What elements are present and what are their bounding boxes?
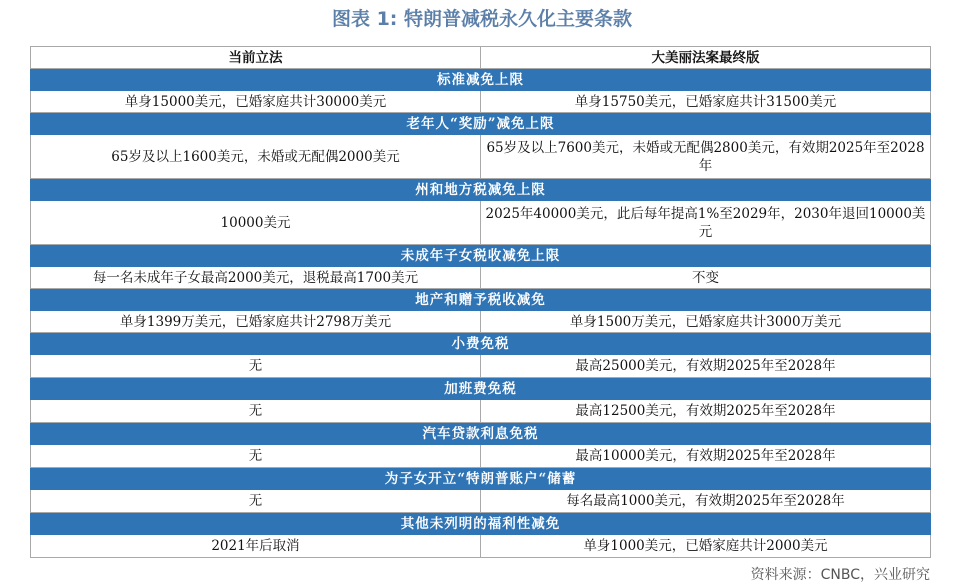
section-header-row [31,245,931,267]
current-law-cell: 无 [31,355,481,378]
source-note: 资料来源：CNBC，兴业研究 [750,567,930,583]
section-heading-salt-cap: 州和地方税减免上限 [31,179,931,201]
current-law-cell: 单身1399万美元，已婚家庭共计2798万美元 [31,311,481,333]
section-heading-tips-exemption: 小费免税 [31,333,931,355]
section-header-row [31,468,931,490]
final-bill-cell: 单身1500万美元，已婚家庭共计3000万美元 [481,311,931,333]
section-heading-other-deductions: 其他未列明的福利性减免 [31,513,931,535]
section-header-row [31,513,931,535]
final-bill-cell: 65岁及以上7600美元，未婚或无配偶2800美元，有效期2025年至2028年 [481,135,931,179]
current-law-cell: 每一名未成年子女最高2000美元，退税最高1700美元 [31,267,481,289]
current-law-cell: 无 [31,445,481,468]
final-bill-cell: 最高25000美元，有效期2025年至2028年 [481,355,931,378]
section-header-row [31,378,931,400]
column-header-row [31,47,931,69]
table-row [31,355,931,378]
table-row [31,535,931,558]
section-heading-trump-account: 为子女开立“特朗普账户“储蓄 [31,468,931,490]
final-bill-cell: 单身15750美元，已婚家庭共计31500美元 [481,91,931,113]
section-heading-estate-gift-tax: 地产和赠予税收减免 [31,289,931,311]
current-law-cell: 2021年后取消 [31,535,481,558]
column-header-final-bill: 大美丽法案最终版 [481,47,931,69]
table-row [31,490,931,513]
table-row [31,400,931,423]
current-law-cell: 65岁及以上1600美元，未婚或无配偶2000美元 [31,135,481,179]
table-row [31,135,931,179]
section-header-row [31,423,931,445]
section-header-row [31,289,931,311]
current-law-cell: 无 [31,400,481,423]
table-row [31,91,931,113]
section-heading-auto-loan-interest: 汽车贷款利息免税 [31,423,931,445]
table-row [31,267,931,289]
section-header-row [31,113,931,135]
final-bill-cell: 单身1000美元，已婚家庭共计2000美元 [481,535,931,558]
section-heading-child-tax-credit: 未成年子女税收减免上限 [31,245,931,267]
final-bill-cell: 最高12500美元，有效期2025年至2028年 [481,400,931,423]
column-header-current-law: 当前立法 [31,47,481,69]
section-header-row [31,179,931,201]
current-law-cell: 无 [31,490,481,513]
section-header-row [31,69,931,91]
final-bill-cell: 最高10000美元，有效期2025年至2028年 [481,445,931,468]
section-header-row [31,333,931,355]
current-law-cell: 10000美元 [31,201,481,245]
tax-provisions-table [30,46,931,558]
section-heading-senior-bonus: 老年人“奖励”减免上限 [31,113,931,135]
current-law-cell: 单身15000美元，已婚家庭共计30000美元 [31,91,481,113]
final-bill-cell: 每名最高1000美元，有效期2025年至2028年 [481,490,931,513]
table-row [31,445,931,468]
section-heading-standard-deduction: 标准减免上限 [31,69,931,91]
table-row [31,311,931,333]
final-bill-cell: 2025年40000美元，此后每年提高1%至2029年，2030年退回10000美元 [481,201,931,245]
final-bill-cell: 不变 [481,267,931,289]
section-heading-overtime-exemption: 加班费免税 [31,378,931,400]
table-row [31,201,931,245]
figure-title: 图表 1: 特朗普减税永久化主要条款 [331,8,633,30]
